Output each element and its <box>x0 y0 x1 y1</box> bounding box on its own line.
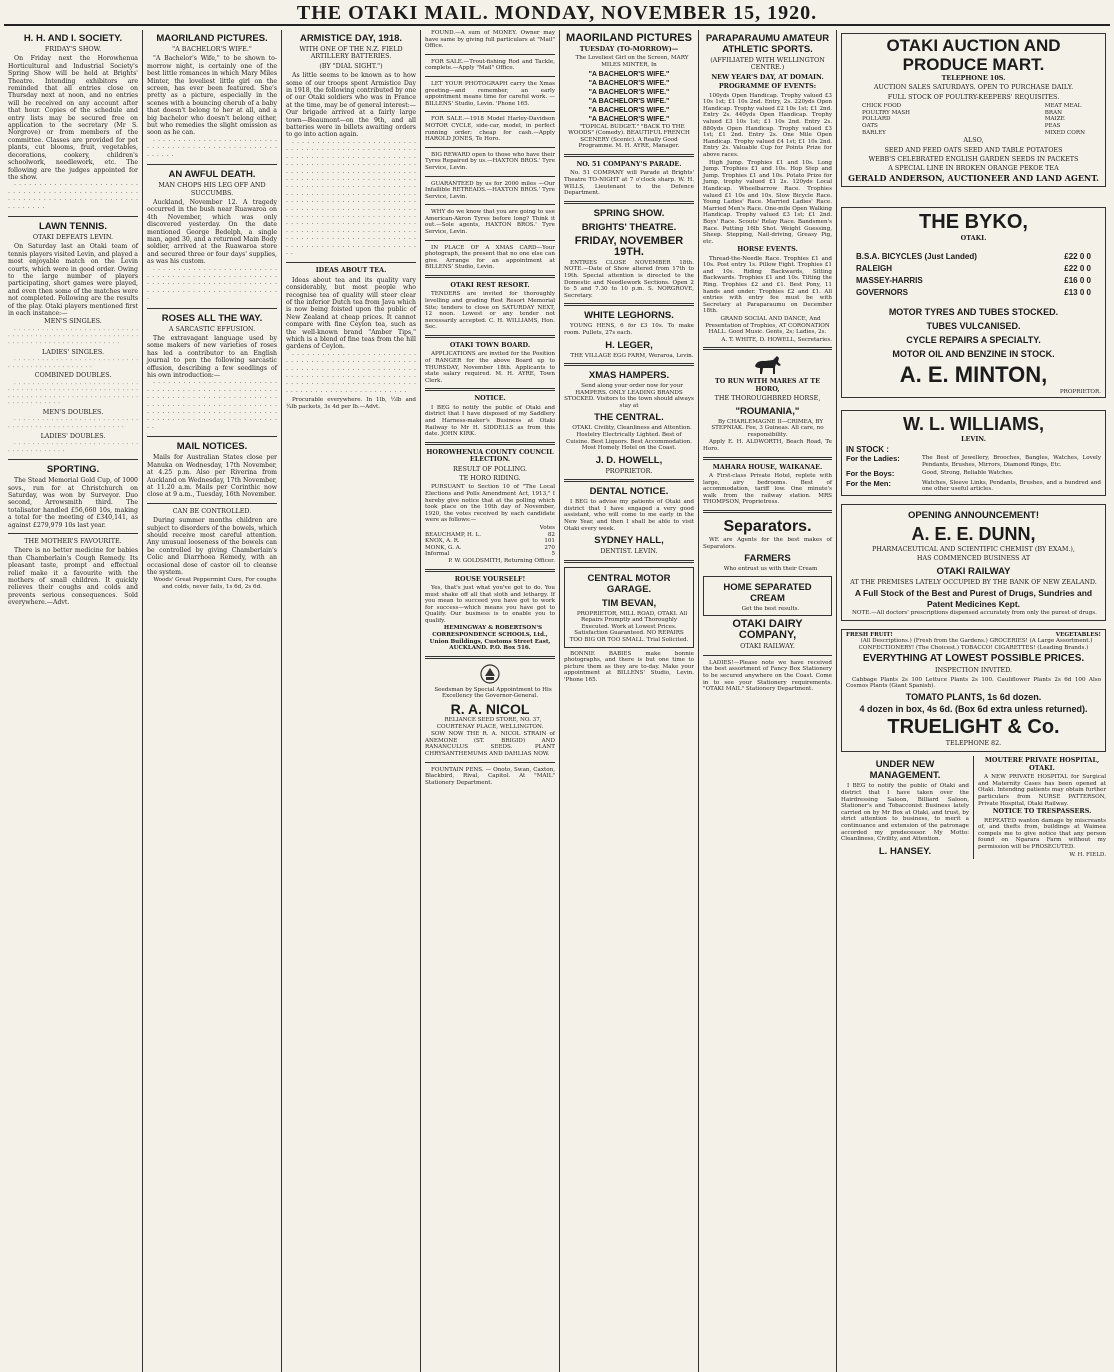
advert-heading: DENTAL NOTICE. <box>589 486 669 498</box>
column-4 <box>421 30 560 1372</box>
filler-text: · · · · · · · · · · · · · · · · · · · · · · · · · · · · · · · · · · · · · · · · <box>8 441 138 455</box>
article-heading: LAWN TENNIS. <box>38 220 108 232</box>
advert-text: Who entrust us with their Cream <box>723 566 818 573</box>
advert-text: NOTE.—All doctors' prescriptions dispensed accurately from only the purest of drugs. <box>852 610 1097 617</box>
produce-item: OATS <box>862 123 878 129</box>
advert-text: I BEG to advise my patients of Otaki and district that I have engaged a very good assistant, who will come to me early in the New Year, and then I shall be able to visit Otaki every week. <box>564 499 694 532</box>
advert-subheading: IN STOCK : <box>846 444 889 454</box>
advert-text: MOTOR TYRES AND TUBES STOCKED. <box>888 306 1059 317</box>
advert-address: HEMINGWAY & ROBERTSON'S CORRESPONDENCE SCHOOLS, Ltd., Union Buildings, Customs Street East, AUCKLAND. P.O. Box 516. <box>429 625 551 652</box>
candidate-name: MONK, G. A. <box>425 544 462 551</box>
film-title-list <box>564 70 694 124</box>
divider <box>703 457 832 460</box>
advert-text: 100yds Open Handicap. Trophy valued £3 10s 1st; £1 10s 2nd. Entry, 2s. 220yds Open Handicap. Trophy valued £2 10s 1st; £1 2nd. Entry 2s. 440yds Open Handicap. Trophy valued £3 10s 1st; £1 10s 2nd. Entry 2s. 880yds Open Handicap. Trophy valued £3 1st; £1 2nd. Entry 2s. One Mile Open Handicap. Trophy valued £4 1st; £1 10s 2nd. Entry 2s. Valuable Cup for Points Prize for above races. <box>703 92 832 158</box>
advert-signature: A. T. WHITE, D. HOWELL, Secretaries. <box>721 336 832 343</box>
filler-text: · · · · · · · · · · · · · · · · · · · · · · · · · · · · · · · · · · · · · · · · · · · · · · · · · · · · · · · · · · · · · · · · · · · · · · · · · · · · · · · · · · · · · · · · · · · · · · · · · · · · · · · · · · · · · · · · · · · · · · · · · · · · · · · · · · · · · · · · · · · · · · · · · · · · · · · · · · · · · · · · · · · · · · · · · · · · · · · · · · · · · · · · · · · · · · · · · · · · · · · · · · · · · · · · · · · · · · · · · · · · · · · · · · · · · · · · · · · · · · · · · · · · · · · · · · · · · · · · · · · · · · · · · · · · · · · · · · · · · · · · · · · · · · · · · · · · · · · · · · · · · · · · · · · · · · · · · · · · · · · · · · · · · · · · · · · · · · · · · · · · · · · · · · · · · · · · · · · · · · · · · · · · · · · · · · · · · · · · · · · · · · · · · · · · · · · <box>286 139 416 258</box>
article-text: "A Bachelor's Wife," to be shown to-morrow night, is certainly one of the best little romances in which Mary Miles Minter, the loveliest little girl on the screen, has ever been featured. She's pretty as a picture, especially in the scenes with a bouncing cherub of a baby that doesn't belong to her at all, and a big bachelor who doesn't belong either, but who remedies the slight omission as soon as he can. <box>147 55 277 137</box>
notice-heading: HOROWHENUA COUNTY COUNCIL ELECTION. <box>426 447 554 464</box>
advert-text: FULL STOCK OF POULTRY-KEEPERS' REQUISITES. <box>887 92 1060 101</box>
advert-subheading: (AFFILIATED WITH WELLINGTON CENTRE.) <box>710 56 825 72</box>
filler-text: · · · · · · · · · · · · · · · · · · · · · · · · · · · · · · · · · · · · · · · · · · · · · · · · · · · · · · · · · · · · · · · · · · · · · · · · · · · · · · · · · · · · · · · · · · · · · · · · · · · · · · · · · · · · · · · · · · · · · · · · · · · · · · · · · · · · · · · · · · · · · · · · · · · · · · · · · · <box>286 351 416 396</box>
royal-crest-icon <box>479 663 501 685</box>
stock-label: For the Ladies: <box>846 454 900 464</box>
advert-text: SEED AND FEED OATS SEED AND TABLE POTATOES <box>884 145 1063 154</box>
advert-heading: MAORILAND PICTURES <box>566 32 692 44</box>
advert-text: EVERYTHING AT LOWEST POSSIBLE PRICES. <box>862 653 1085 665</box>
article-subheading: A SARCASTIC EFFUSION. <box>168 324 256 333</box>
hospital-advert <box>978 756 1106 859</box>
article-heading: SPORTING. <box>46 464 100 476</box>
advert-heading: CENTRAL MOTOR GARAGE. <box>587 572 671 595</box>
produce-item: MIXED CORN <box>1044 129 1085 136</box>
advert-text: OTAKI. Civility, Cleanliness and Attention. Hostelry Electrically Lighted. Best of Cuisine. Best Liquors. Best Accommodation. Most Homely Hotel on the Coast. <box>566 425 692 452</box>
filler-text: · · · · · · · · · · · · · · · · · · · · · · · · · · · · · · · · · · · · · · · · · · · · · · <box>8 358 138 371</box>
article-subheading: OTAKI DEFEATS LEVIN. <box>32 232 114 241</box>
divider <box>425 762 555 763</box>
produce-item: POLLARD <box>862 116 891 123</box>
advert-text: "TOPICAL BUDGET." "BACK TO THE WOODS" (Comedy). BEAUTIFUL FRENCH SCENERY (Scenic). A Really Good Programme. M. H. AYRE, Manager. <box>568 123 690 150</box>
advert-text: A SPECIAL LINE IN BROKEN ORANGE PEKOE TEA <box>888 164 1059 173</box>
divider <box>425 76 555 77</box>
vote-row <box>425 538 555 545</box>
price-row <box>856 287 1091 299</box>
advert-heading: PARAPARAUMU AMATEUR ATHLETIC SPORTS. <box>705 33 830 55</box>
produce-item: BARLEY <box>862 129 886 136</box>
advert-signature: H. LEGER, <box>605 339 653 351</box>
garage-advert <box>564 567 694 648</box>
notice-text: APPLICATIONS are invited for the Position of RANGER for the above Board up to THURSDAY, November 18th. Applicants to state salary required. M. H. AYRE, Town Clerk. <box>425 351 555 384</box>
stock-items: The Best of Jewellery, Brooches, Bangles, Watches, Lovely Pendants, Brushes, Mirrors, Diamond Rings, Etc. <box>922 455 1101 468</box>
article-text: On Friday next the Horowhenua Horticultural and Industrial Society's Spring Show will be held at Brights' Theatre. Intending exhibitors are reminded that all entries close on Thursday next at noon, and no entries will be received on any account after that hour. Copies of the schedule and entry lists may be secured free on application to the secretary (Mr S. Norgrove) or from members of the committee. Classes are provided for pot plants, cut blooms, fruit, vegetables, decorations, cookery, children's schoolwork, needlework, etc. The following are the judges appointed for the show. <box>8 55 138 181</box>
article-heading: H. H. AND I. SOCIETY. <box>23 33 123 44</box>
advert-heading: FRIDAY, NOVEMBER 19TH. <box>574 234 684 258</box>
article-heading: AN AWFUL DEATH. <box>168 169 256 181</box>
advert-text: By CHARLEMAGNE II—CRIMEA, BY STEPNIAK. Fee, 3 Guineas. All care, no responsibility. <box>711 418 824 438</box>
advert-text: Procurable everywhere. In 1lb, ½lb and ¼lb packets, 3s 4d per lb.—Advt. <box>286 397 416 410</box>
management-advert <box>841 756 974 859</box>
advert-signature: PROPRIETOR. <box>1059 388 1101 395</box>
advert-subheading: HORSE EVENTS. <box>737 245 798 254</box>
advert-heading: MAHARA HOUSE, WAIKANAE. <box>712 462 823 471</box>
advert-phone: TELEPHONE 10S. <box>941 74 1006 82</box>
divider <box>564 363 694 366</box>
advert-text: Woods' Great Peppermint Cure, For coughs and colds, never fails, 1s 6d, 2s 6d. <box>153 577 277 590</box>
candidate-votes: 101 <box>544 538 555 545</box>
advert-heading: HOME SEPARATED CREAM <box>723 581 812 604</box>
notice-text: I BEG to notify the public of Otaki and district that I have disposed of my Saddlery and Harness-maker's Business at Otaki Railway to Mr H. SIDDELLS as from this date. JOHN KIRK. <box>425 404 555 438</box>
advert-heading: SPRING SHOW. <box>593 207 665 219</box>
advert-heading: ROUSE YOURSELF! <box>454 574 526 583</box>
film-title: "A BACHELOR'S WIFE." <box>588 106 670 114</box>
results-heading: MEN'S DOUBLES. <box>42 407 104 416</box>
advert-title: A. E. E. DUNN, <box>911 523 1036 544</box>
produce-item: MAIZE <box>1044 116 1065 123</box>
stock-items: Good, Strong, Reliable Watches. <box>922 470 1014 477</box>
divider <box>147 308 277 309</box>
column-7 <box>837 30 1110 1372</box>
advert-text: I BEG to notify the public of Otaki and district that I have taken over the Hairdressing Saloon, Billiard Saloon, Stationer's and Tobacconist Business lately carried on by Mr Box at Otaki, and trust, by strict attention to business, to merit a continuance and extension of the patronage accorded my predecessor. My Motto: Cleanliness, Civility, and Attention. <box>841 783 969 843</box>
divider <box>425 240 555 241</box>
column-3 <box>282 30 421 1372</box>
divider <box>8 459 138 460</box>
advert-heading: WHITE LEGHORNS. <box>584 310 674 322</box>
advert-title: Separators. <box>723 517 812 535</box>
notice-heading: NOTICE. <box>474 394 506 403</box>
produce-item: CHICK FOOD <box>862 103 902 110</box>
article-heading: ROSES ALL THE WAY. <box>161 312 263 324</box>
candidate-votes: 270 <box>544 544 555 551</box>
advert-text: Get the best results. <box>741 605 800 612</box>
advert-text: Yes, that's just what you've got to do. You must shake off all that sloth and lethargy. If you mean to succeed you have got to work for success—which means you have got to Qualify. Our business is to enable you to qualify. <box>425 584 555 624</box>
bicycle-name: GOVERNORS <box>856 287 909 297</box>
article-byline: (BY "DIAL SIGHT.") <box>319 61 383 70</box>
advert-subtitle: RELIANCE SEED STORE, NO. 37, COURTENAY PLACE, WELLINGTON. <box>436 717 544 730</box>
article-text: The Stead Memorial Gold Cup, of 1000 sovs., run for at Christchurch on Saturday, was won by Surveyor. Duo second, Arrowsmith third. The totalisator handled £56,660 10s, making a total for the meeting of £340,141, as against £279,979 10s last year. <box>8 477 138 529</box>
notice-heading: OTAKI TOWN BOARD. <box>449 341 531 349</box>
advert-text: A Full Stock of the Best and Purest of Drugs, Sundries and Patent Medicines Kept. <box>854 588 1093 610</box>
divider <box>564 201 694 204</box>
advert-text: 4 dozen in box, 4s 6d. (Box 6d extra unless returned). <box>859 704 1088 714</box>
divider <box>703 655 832 656</box>
film-title: "A BACHELOR'S WIFE." <box>588 79 670 87</box>
bicycle-price: £16 0 0 <box>1064 275 1091 285</box>
article-text: During summer months children are subject to disorders of the bowels, which should receive most careful attention. Any unusual looseness of the bowels can be controlled by giving Chamberlain's Colic and Diarrhoea Remedy, with an occasional dose of castor oil to cleanse the system. <box>147 517 277 576</box>
truelight-advert <box>841 629 1106 753</box>
columns <box>4 30 1110 1372</box>
candidate-votes: 5 <box>551 551 555 558</box>
advert-heading: MOUTERE PRIVATE HOSPITAL, OTAKI. <box>984 756 1100 772</box>
cream-box <box>703 576 832 617</box>
divider <box>425 569 555 572</box>
results-heading: LADIES' DOUBLES. <box>40 431 106 440</box>
divider <box>703 510 832 513</box>
vote-row <box>425 532 555 539</box>
filler-text: · · · · · · · · · · · · · · · · · · · · · · · · · · · · · · · · · · · · · · · · · · · · · · · · · · · · · · · · · · · · · · · · · · · · · · · · · · · · · · · · · · · · · <box>8 182 138 212</box>
advert-heading: UNDER NEW MANAGEMENT. <box>869 759 941 782</box>
advert-text: INSPECTION INVITED. <box>934 666 1013 675</box>
divider <box>564 560 694 563</box>
divider <box>286 262 416 263</box>
produce-item: POULTRY MASH <box>862 109 911 116</box>
advert-title: W. L. WILLIAMS, <box>903 414 1044 435</box>
advert-heading: OTAKI RAILWAY <box>936 565 1011 577</box>
advert-title: OTAKI DAIRY COMPANY, <box>732 618 803 642</box>
auction-advert <box>841 33 1106 187</box>
advert-signature: DENTIST. LEVIN. <box>600 547 658 556</box>
advert-signature: Apply E. H. ALDWORTH, Beach Road, Te Horo. <box>703 439 832 452</box>
stock-row <box>846 470 1101 477</box>
divider <box>564 479 694 482</box>
article-text: The extravagant language used by some makers of new varieties of roses has led a contributor to an English journal to pen the following sarcastic effusion, describing a few seedlings of his own introduction:— <box>147 335 277 380</box>
advert-text: ENTRIES CLOSE NOVEMBER 18th. NOTE.—Date of Show altered from 17th to 19th. Special attention is directed to the Domestic and Needlework Sections. Open 2 to 5 and 7.30 to 10 p.m. S. NORGROVE, Secretary. <box>564 259 694 299</box>
notice-text: TENDERS are invited for thoroughly levelling and grading Rest Resort Memorial Site; tenders to close on SATURDAY NEXT, 12 noon. Lowest or any tender not necessarily accepted. C. H. WILLIAMS, Hon. Sec. <box>425 291 555 331</box>
advert-heading: NOTICE TO TRESPASSERS. <box>992 807 1092 816</box>
byko-advert <box>841 207 1106 398</box>
advert-text: Cabbage Plants 2s 100 Lettuce Plants 2s 100. Cauliflower Plants 2s 6d 100 Also Cosmos Plants (Giant Spanish). <box>846 676 1101 690</box>
notice-heading: NO. 51 COMPANY'S PARADE. <box>576 159 682 168</box>
divider <box>425 111 555 112</box>
advert-subheading: PHARMACEUTICAL AND SCIENTIFIC CHEMIST (BY EXAM.), <box>872 544 1075 553</box>
advert-text: GRAND SOCIAL AND DANCE, And Presentation of Trophies, AT CORONATION HALL. Good Music. Gents, 2s; Ladies, 2s. <box>705 316 830 336</box>
classified-ad: LADIES!—Please note we have received the best assortment of Fancy Box Stationery to be secured anywhere on the Coast. Come in to see your Stationery requirements. "OTAKI MAIL" Stationery Department. <box>703 659 832 693</box>
advert-text: VEGETABLES! <box>1055 631 1101 638</box>
vote-row <box>425 551 555 558</box>
price-row <box>856 263 1091 275</box>
advert-title: R. A. NICOL <box>450 701 530 718</box>
advert-address: THE VILLAGE EGG FARM, Weraroa, Levin. <box>570 352 694 359</box>
advert-heading: TO RUN WITH MARES AT TE HORO, <box>715 377 820 393</box>
advert-subheading: LEVIN. <box>961 435 986 444</box>
results-heading: LADIES' SINGLES. <box>41 347 105 356</box>
advert-heading: XMAS HAMPERS. <box>588 370 670 382</box>
bicycle-name: B.S.A. BICYCLES (Just Landed) <box>856 251 977 261</box>
article-heading: MAORILAND PICTURES. <box>156 33 268 44</box>
filler-text: · · · · · · · · · · · · · · · · · · · · · · · · · · · · · · · · · · · · · · · · · · · · · · · · · · · · · · · · · · · · · · · · · · · · · · · · · · · · · · · · · · · · · · · · · · · · · · · · · <box>8 381 138 408</box>
results-heading: MEN'S SINGLES. <box>44 317 102 326</box>
advert-title: TRUELIGHT & Co. <box>887 716 1060 738</box>
advert-heading: FARMERS <box>744 553 791 565</box>
divider <box>703 347 832 350</box>
advert-text: WEBB'S CELEBRATED ENGLISH GARDEN SEEDS IN PACKETS <box>868 155 1079 163</box>
divider <box>425 147 555 148</box>
bicycle-price-list <box>846 245 1101 305</box>
divider <box>425 335 555 338</box>
notice-subheading: TE HORO RIDING. <box>459 473 521 482</box>
column-2 <box>143 30 282 1372</box>
article-subheading: IDEAS ABOUT TEA. <box>315 266 387 275</box>
classified-ad: IN PLACE OF A XMAS CARD—Your photograph, the present that no one else can give. Arrange for an appointment at BILLENS' Studio, Levin. <box>425 244 555 271</box>
advert-text: PROPRIETOR, MILL ROAD, OTAKI. All Repairs Promptly and Thoroughly Executed. Work at Lowest Prices. Satisfaction Guaranteed. NO REPAIRS TOO BIG OR TOO SMALL. Trial Solicited. <box>569 610 689 643</box>
advert-text: The Loveliest Girl on the Screen, MARY MILES MINTER, In <box>575 55 689 68</box>
notice-signature: P. W. GOLDSMITH, Returning Officer. <box>448 557 555 564</box>
advert-heading: THE CENTRAL. <box>594 412 664 424</box>
notice-subheading: RESULT OF POLLING. <box>452 464 527 473</box>
candidate-name: KNOX, A. R. <box>425 538 460 545</box>
bicycle-price: £22 0 0 <box>1064 251 1091 261</box>
advert-text: Send along your order now for your HAMPERS. ONLY LEADING BRANDS STOCKED. Visitors to the town should always stay at <box>564 383 694 409</box>
classified-ad: FOUND.—A sum of MONEY. Owner may have same by giving full particulars at "Mail" Office. <box>425 30 555 50</box>
horse-icon <box>751 354 785 376</box>
column-1 <box>4 30 143 1372</box>
filler-text: · · · · · · · · · · · · · · · · · · · · · · · · · · · · · · · · · · · · · · · · · · · · · · · · · · · · · · · · · · · · · · · · · · · · · · · · · · · · · · · · · <box>8 327 138 347</box>
advert-text: SOW NOW THE R. A. NICOL STRAIN of ANEMONE (ST. BRIGID) AND RANANCULUS SEEDS. PLANT CHRYSANTHEMUMS AND DAHLIAS NOW. <box>425 731 555 757</box>
advert-subheading: OTAKI RAILWAY. <box>740 642 795 651</box>
produce-item: BRAN <box>1044 109 1063 116</box>
filler-text: · · · · · · · · · · · · · · · · · · · · · · · · · · · · · · · · · · · · · · · · · · · · · · · · · · · · · · · · · · · · · · · · · · · · · · · · · · · · · · · · · · · · · · · · · · · · · · · · · · · · · · · · · · · · · · · · · · · · · · · · · · · · · · · · · · · · · · · · · · · · · · · · · · · · · · · · · · · · · <box>147 380 277 432</box>
column-5 <box>560 30 699 1372</box>
classified-ad: BONNIE BABIES make bonnie photographs, and there is but one time to picture them as they are to-day. Make your appointment at BILLENS' Studio, Levin. 'Phone 165. <box>564 650 694 683</box>
advert-signature: L. HANSEY. <box>878 845 932 857</box>
film-title: "A BACHELOR'S WIFE." <box>588 70 670 78</box>
vote-row <box>425 545 555 552</box>
advert-phone: TELEPHONE 82. <box>945 739 1002 747</box>
williams-advert <box>841 410 1106 496</box>
advert-subheading: OTAKI. <box>960 234 987 243</box>
stock-row <box>846 455 1101 468</box>
divider <box>425 388 555 391</box>
advert-owner: A. E. MINTON, <box>899 361 1048 387</box>
candidate-name: Informal <box>425 551 450 558</box>
produce-right <box>1045 103 1085 136</box>
article-text: Ideas about tea and its quality vary considerably, but most people who recognise tea of quality will steer clear of the inferior Dutch tea from Java which is now being foisted upon the public of New Zealand at cheap prices. It cannot compare with fine Ceylon tea, such as the well-known brand "Amber Tips," which is a blend of fine teas from the hill gardens of Ceylon. <box>286 276 416 351</box>
divider <box>425 54 555 55</box>
advert-subheading: THE THOROUGHBRED HORSE, <box>714 394 821 403</box>
produce-item: PEAS <box>1044 123 1061 129</box>
article-text: As little seems to be known as to how some of our troops spent Armistice Day in 1918, the following contributed by one of our Otaki soldiers who was in France at the time, may be of general interest:— Our brigade arrived at a fairly large town—Beaumont—on the 9th, and all batteries were in billets awaiting orders to go into action again. <box>286 72 417 139</box>
advert-date: TUESDAY (TO-MORROW)— <box>579 45 679 53</box>
advert-text: CYCLE REPAIRS A SPECIALTY. <box>906 334 1041 345</box>
advert-heading: BRIGHTS' THEATRE. <box>581 221 677 233</box>
advert-text: TOMATO PLANTS, 1s 6d dozen. <box>905 692 1042 702</box>
advert-text: HAS COMMENCED BUSINESS AT <box>916 554 1031 563</box>
classified-ad: FOR SALE.—1918 Model Harley-Davidson MOTOR CYCLE, side-car, model, in perfect running order; cheap for cash.—Apply HAROLD JONES, Te Horo. <box>425 116 555 143</box>
classified-ad: BIG REWARD open to those who have their Tyres Repaired by us.—HAXTON BROS.' Tyre Service, Levin. <box>425 151 555 171</box>
article-text: Auckland, November 12. A tragedy occurred in the bush near Ruawaroa on 4th November, which was only discovered yesterday. On the date mentioned George Bedelph, a single man, aged 30, and a returned Main Body soldier, arrived at the Ruawaroa store and secured three or four days' supplies, as was his custom. <box>147 198 277 266</box>
candidate-votes: 82 <box>547 531 555 538</box>
article-subheading: WITH ONE OF THE N.Z. FIELD ARTILLERY BATTERIES. <box>299 45 403 61</box>
advert-text: WE are Agents for the best makes of Separators. <box>703 536 832 550</box>
article-heading: ARMISTICE DAY, 1918. <box>299 33 403 44</box>
advert-signature: TIM BEVAN, <box>601 597 657 609</box>
advert-text: AT THE PREMISES LATELY OCCUPIED BY THE BANK OF NEW ZEALAND. <box>850 577 1097 586</box>
divider <box>425 656 555 659</box>
advert-text: Thread-the-Needle Race. Trophies £1 and 10s. Post entry 1s. Pillow Fight. Trophies £1 and 10s. Riding Backwards, Sitting Backwards. Trophies £1 and 10s. Tilting the Ring. Trophies £2 and £1. Best Pony, 11 hands and under. Trophies £2 and £1. All entries with entry fee must be with Secretary at Paraparaumu on December 18th. <box>703 255 832 315</box>
results-heading: COMBINED DOUBLES. <box>34 371 112 380</box>
advert-signature: PROPRIETOR. <box>605 466 653 475</box>
classified-ad: WHY do we know that you are going to use American-Akron Tyres before long? Think it out.—Sole agents, HAXTON BROS.' Tyre Service, Levin. <box>425 209 555 236</box>
advert-text: YOUNG HENS, 6 for £3 10s. To make room. Pullets, 27s each. <box>564 323 694 336</box>
advert-text: MOTOR OIL AND BENZINE IN STOCK. <box>892 348 1055 359</box>
stock-label: For the Men: <box>846 478 891 488</box>
classified-ad: LET YOUR PHOTOGRAPH carry the Xmas greeting—and remember, an early appointment means time for careful work. — BILLENS' Studio, Levin. 'Phone 165. <box>425 80 555 107</box>
advert-subheading: PROGRAMME OF EVENTS: <box>718 82 817 91</box>
stock-items: Watches, Sleeve Links, Pendants, Brushes, and a hundred and one other useful articles. <box>922 479 1101 493</box>
bicycle-price: £22 0 0 <box>1064 263 1091 273</box>
article-subheading: "A BACHELOR'S WIFE." <box>172 45 252 53</box>
article-subheading: THE MOTHER'S FAVOURITE. <box>24 537 122 545</box>
classified-ad: GUARANTEED by us for 2000 miles —Our Infallible RETREADS.—HAXTON BROS.' Tyre Service, Levin. <box>425 180 555 200</box>
article-text: On Saturday last an Otaki team of tennis players visited Levin, and played a most enjoyable match on the Levin courts, which were in good order. Owing to the large number of players participating, short games were played, and even then some of the matches were not completed. Following are the results of the play. Otaki players mentioned first in each instance:— <box>8 243 138 317</box>
divider <box>425 204 555 205</box>
divider <box>147 164 277 165</box>
divider <box>425 176 555 177</box>
stock-label: For the Boys: <box>846 469 895 479</box>
advert-caption: Seedsman by Special Appointment to His Excellency the Governor-General. <box>434 686 552 700</box>
advert-text: AUCTION SALES SATURDAYS. OPEN TO PURCHASE DAILY. <box>873 83 1074 92</box>
article-subheading: MAN CHOPS HIS LEG OFF AND SUCCUMBS. <box>158 181 266 197</box>
masthead: THE OTAKI MAIL. MONDAY, NOVEMBER 15, 1920. <box>4 0 1110 26</box>
advert-title: "ROUMANIA," <box>735 405 800 417</box>
divider <box>8 533 138 534</box>
candidate-name: BEAUCHAMP, H. L. <box>425 531 481 538</box>
advert-text: A NEW PRIVATE HOSPITAL for Surgical and Maternity Cases has been opened at Otaki. Intending patients may obtain further particulars from NURSE PATTERSON, Private Hospital, Otaki Railway. <box>978 774 1106 807</box>
article-subheading: CAN BE CONTROLLED. <box>172 506 252 515</box>
dunn-advert <box>841 504 1106 621</box>
filler-text: · · · · · · · · · · · · · · · · · · · · · · · · · · · · · · · · · · · · · · · · · · · · · · · · · · · · · · · · · · · · · · · · · · · · · · · · · · · · · · · · · · · · · · · · · · · · · · · · · · · · · · · · <box>147 266 277 304</box>
advert-text: REPEATED wanton damage by miscreants of, and thefts from, buildings at Waimea compels me to give notice that any person found on Ngarara Farm without my permission will be PROSECUTED. <box>978 817 1106 850</box>
advert-date: NEW YEAR'S DAY, AT DOMAIN. <box>711 72 824 81</box>
divider <box>147 503 277 504</box>
divider <box>425 275 555 278</box>
advert-text: (All Descriptions.) (Fresh from the Gardens.) GROCERIES! (A Large Assortment.) CONFECTIONERY! (The Choicest.) TOBACCO! CIGARETTES! (Leading Brands.) <box>858 638 1093 651</box>
classified-ad: FOR SALE.—Trout-fishing Rod and Tackle, complete.—Apply "Mail" Office. <box>425 58 555 72</box>
filler-text: · · · · · · · · · · · · · · · · · · · · · · · · · · · · · · · · · · · · · · · · · · · · · · · · · · · · · · · · · <box>147 137 277 160</box>
film-title: "A BACHELOR'S WIFE." <box>588 97 670 105</box>
column-6 <box>699 30 837 1372</box>
advert-text: ALSO, <box>963 136 984 145</box>
article-text: Mails for Australian States close per Manuka on Wednesday, 17th November, at 4.25 p.m. Also per Riverina from Auckland on Wednesday, 17th November, at 11.20 a.m. Mails per Corinthic now close at 9 a.m., Tuesday, 16th November. <box>147 454 277 499</box>
divider <box>564 154 694 157</box>
notice-text: No. 51 COMPANY will Parade at Brights' Theatre TO-NIGHT at 7 o'clock sharp. W. H. WILLS, Lieutenant to the Defence Department. <box>564 170 694 197</box>
filler-text: · · · · · · · · · · · · · · · · · · · · · · · · · · · · · · · · · · · · · · · · · · · · · · · · · · · · · <box>8 418 138 431</box>
notice-heading: OTAKI REST RESORT. <box>450 281 530 290</box>
produce-item: MEAT MEAL <box>1044 103 1082 110</box>
bottom-adverts <box>841 756 1106 859</box>
produce-left <box>862 103 910 136</box>
divider <box>147 436 277 437</box>
price-row <box>856 251 1091 263</box>
advert-text: High Jump. Trophies £1 and 10s. Long Jump. Trophies £1 and 10s. Hop Step and Jump. Trophies £1 and 10s. Potato Prize for Jump, trophy valued £1 2s. 120yds Local Handicap. Wheelbarrow Race. Trophies valued £1 10s and 10s. Slow Bicycle Race. Young Ladies' Race. Married Ladies' Race. Married Men's Race. One-mile Open Walking Handicap. Trophy valued £3 1st; £1 2nd. Boys' Race. Scouts' Relay Race. Bandsmen's Race. Putting 16lb Shot. Weight Guessing, Sheep. Stepping, Nail-driving, Greasy Pig, etc. <box>703 159 832 245</box>
notice-text: PURSUANT to Section 10 of "The Local Elections and Polls Amendment Act, 1913," I hereby give notice that at the polling which took place on the 10th day of November, 1920, the votes received by each candidate were as follows:— <box>425 484 555 524</box>
article-text: There is no better medicine for babies than Chamberlain's Cough Remedy. Its pleasant taste, prompt and effectual relief make it a favourite with the mothers of small children. It quickly relieves their coughs and colds and prevents serious consequences. Sold everywhere.—Advt. <box>8 547 138 607</box>
votes-header: Votes <box>539 524 555 531</box>
divider <box>564 303 694 306</box>
bicycle-name: MASSEY-HARRIS <box>856 275 923 285</box>
advert-heading: OPENING ANNOUNCEMENT! <box>907 509 1040 521</box>
advert-signature: W. H. FIELD. <box>1069 851 1106 858</box>
article-heading: MAIL NOTICES. <box>176 441 248 453</box>
film-title: "A BACHELOR'S WIFE." <box>588 88 670 96</box>
price-row <box>856 275 1091 287</box>
classified-ad: FOUNTAIN PENS. — Onoto, Swan, Caxton, Blackbird, Rival, Capitol. At "MAIL" Stationery Department. <box>425 766 555 786</box>
produce-list <box>846 103 1101 136</box>
film-title: "A BACHELOR'S WIFE." <box>588 115 670 123</box>
advert-signature: J. D. HOWELL, <box>595 454 663 466</box>
advert-signature: GERALD ANDERSON, AUCTIONEER AND LAND AGENT. <box>848 172 1099 183</box>
advert-text: A First-class Private Hotel, replete with large, airy bedrooms. Best of accommodation, tariff low. One minute's walk from the railway station. MRS THOMPSON, Proprietress. <box>703 473 832 506</box>
article-subheading: FRIDAY'S SHOW. <box>44 45 102 53</box>
advert-title: OTAKI AUCTION AND PRODUCE MART. <box>886 36 1061 74</box>
stock-row <box>846 480 1101 493</box>
advert-title: THE BYKO, <box>919 211 1028 234</box>
bicycle-price: £13 0 0 <box>1064 287 1091 297</box>
advert-signature: SYDNEY HALL, <box>594 535 664 547</box>
divider <box>425 442 555 445</box>
advert-text: FRESH FRUIT! <box>846 631 893 638</box>
divider <box>8 216 138 217</box>
bicycle-name: RALEIGH <box>856 263 892 273</box>
advert-text: TUBES VULCANISED. <box>926 320 1021 331</box>
